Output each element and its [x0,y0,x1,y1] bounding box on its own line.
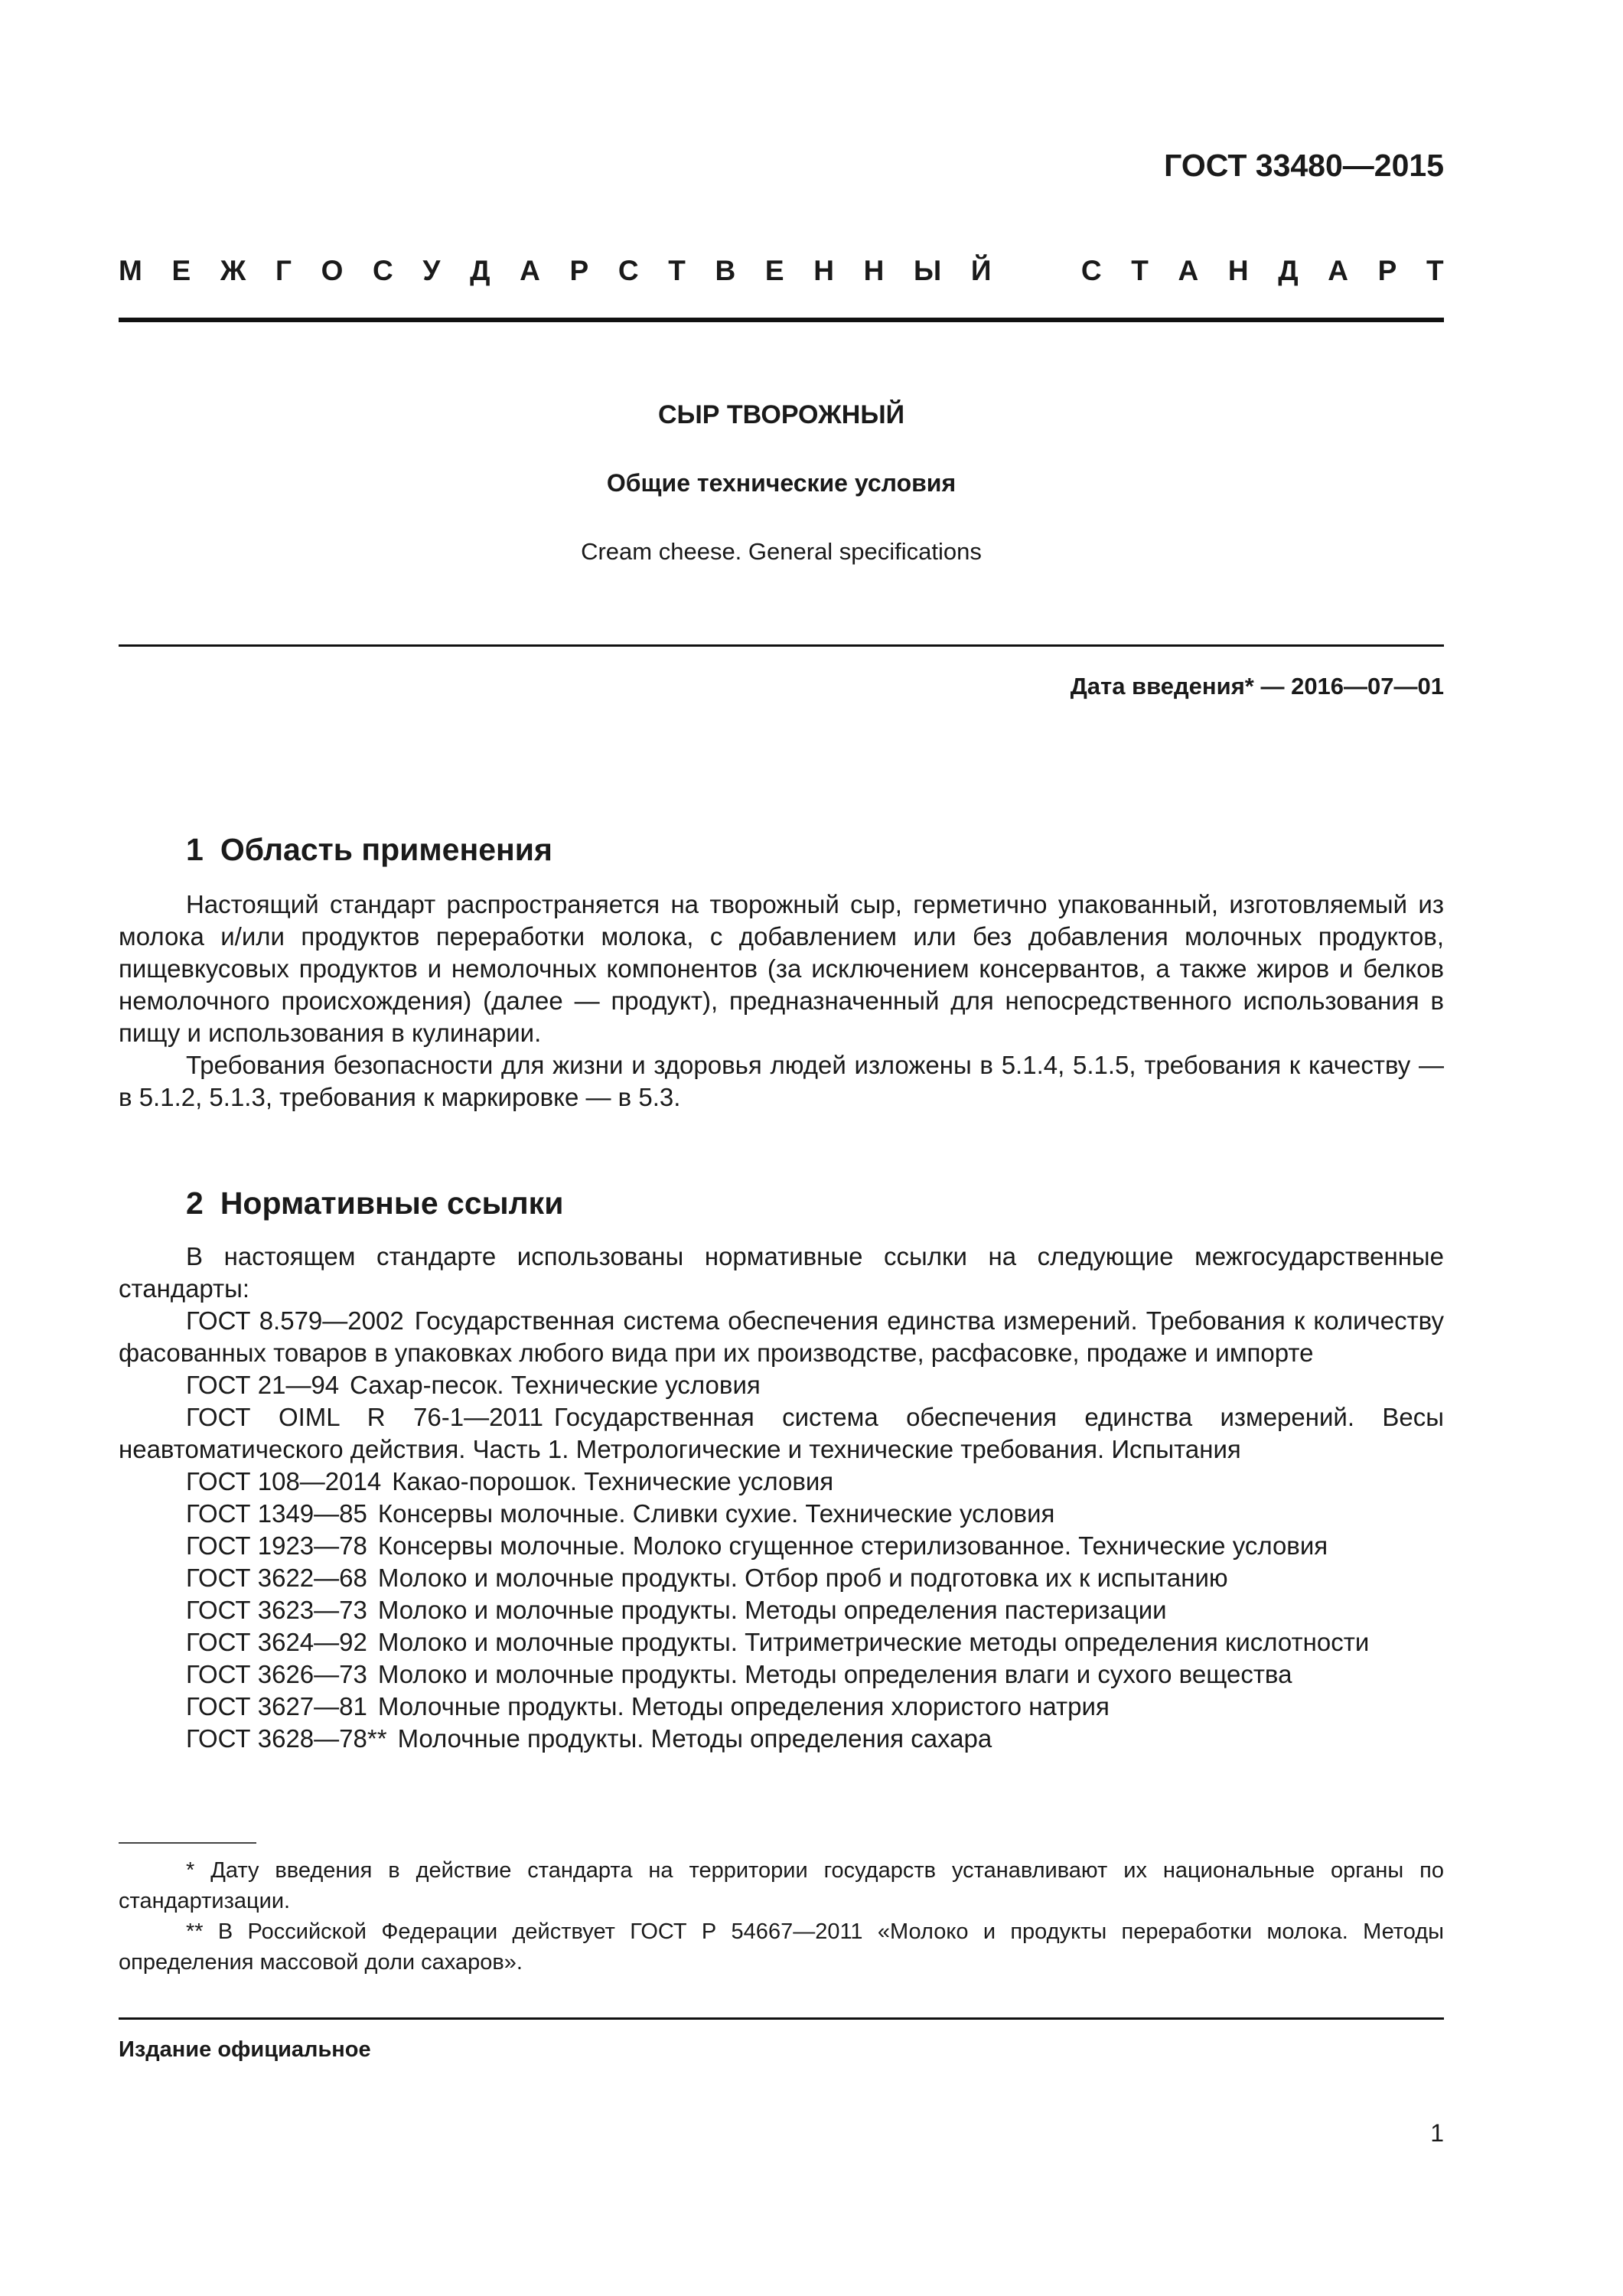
reference-item [119,1498,1444,1530]
heading-letter: Ж [220,255,246,286]
heading-letter: Н [863,255,885,286]
footnotes [119,1855,1444,1978]
section-title: Нормативные ссылки [220,1186,564,1221]
reference-item [119,1466,1444,1498]
reference-title: Молоко и молочные продукты. Методы определения пастеризации [377,1596,1167,1624]
reference-title: Молоко и молочные продукты. Титриметрические методы определения кислотности [377,1628,1370,1656]
heading-letter: Ы [914,255,942,286]
heading-letter: Е [764,255,784,286]
reference-code: ГОСТ 108—2014 [186,1467,382,1495]
normative-references-list [119,1305,1444,1755]
reference-code: ГОСТ 1923—78 [186,1531,367,1560]
section-2-body [119,1241,1444,1755]
reference-code: ГОСТ 3622—68 [186,1564,367,1592]
heading-letter: Е [171,255,191,286]
reference-code: ГОСТ 3626—73 [186,1660,367,1688]
header-rule [119,318,1444,322]
reference-code: ГОСТ 3623—73 [186,1596,367,1624]
section-title: Область применения [220,832,552,867]
paragraph: В настоящем стандарте использованы нормативные ссылки на следующие межгосударственные стандарты: [119,1242,1444,1303]
reference-code: ГОСТ 3628—78** [186,1724,387,1753]
heading-letter: Н [813,255,834,286]
reference-title: Молочные продукты. Методы определения хлористого натрия [377,1692,1110,1720]
reference-code: ГОСТ OIML R 76-1—2011 [186,1403,544,1431]
title-rule [119,644,1444,647]
footer-rule [119,2017,1444,2020]
page-number: 1 [1430,2119,1444,2147]
heading-letter: Д [1278,255,1299,286]
document-subtitle: Общие технические условия [606,469,957,497]
reference-item [119,1691,1444,1723]
footnote: * Дату введения в действие стандарта на территории государств устанавливают их национальные органы по стандартизации. [119,1858,1444,1913]
reference-title: Консервы молочные. Молоко сгущенное стерилизованное. Технические условия [377,1531,1328,1560]
heading-letter: А [520,255,540,286]
heading-letter: В [715,255,736,286]
heading-letter: О [321,255,344,286]
reference-item [119,1594,1444,1626]
reference-item [119,1401,1444,1466]
reference-code: ГОСТ 1349—85 [186,1499,367,1528]
reference-item [119,1562,1444,1594]
heading-letter: Г [275,255,292,286]
reference-code: ГОСТ 3627—81 [186,1692,367,1720]
paragraph: Настоящий стандарт распространяется на творожный сыр, герметично упакованный, изготовляемый из молока и/или продуктов переработки молока, с добавлением или без добавления молочных продуктов, пищевкусовых продуктов и немолочных компонентов (за исключением консервантов, а также жиров и белков немолочного происхождения) (далее — продукт), предназначенный для непосредственного использования в пищу и использования в кулинарии. [119,890,1444,1047]
heading-letter: Т [1426,255,1444,286]
reference-code: ГОСТ 3624—92 [186,1628,367,1656]
reference-item [119,1305,1444,1369]
heading-letter: Д [470,255,490,286]
reference-title: Молочные продукты. Методы определения сахара [397,1724,992,1753]
heading-letter: С [618,255,639,286]
reference-item [119,1626,1444,1658]
paragraph: Требования безопасности для жизни и здоровья людей изложены в 5.1.4, 5.1.5, требования к качеству — в 5.1.2, 5.1.3, требования к маркировке — в 5.3. [119,1051,1444,1111]
reference-item [119,1723,1444,1755]
heading-letter: Т [668,255,686,286]
heading-letter: Т [1131,255,1149,286]
document-title: СЫР ТВОРОЖНЫЙ [657,400,905,429]
document-type-heading [119,253,1444,289]
reference-title: Сахар-песок. Технические условия [350,1371,761,1399]
heading-letter: Н [1227,255,1249,286]
heading-letter: М [119,255,142,286]
section-number: 1 [186,832,204,867]
heading-letter: Й [970,255,992,286]
section-2-heading [186,1183,563,1223]
reference-code: ГОСТ 21—94 [186,1371,340,1399]
section-1-body [119,889,1444,1114]
heading-letter: У [422,255,441,286]
introduction-date: Дата введения* — 2016—07—01 [1070,673,1444,700]
section-number: 2 [186,1186,204,1221]
reference-item [119,1530,1444,1562]
footnote: ** В Российской Федерации действует ГОСТ Р 54667—2011 «Молоко и продукты переработки молока. Методы определения массовой доли сахаров». [119,1919,1444,1975]
heading-letter: Р [569,255,589,286]
section-1-heading [186,830,552,869]
heading-letter: С [1080,255,1102,286]
edition-label: Издание официальное [119,2037,371,2062]
reference-item [119,1658,1444,1691]
reference-title: Какао-порошок. Технические условия [392,1467,834,1495]
reference-title: Консервы молочные. Сливки сухие. Технические условия [377,1499,1055,1528]
reference-item [119,1369,1444,1401]
heading-letter: А [1178,255,1199,286]
reference-title: Государственная система обеспечения единства измерений. Требования к количеству фасованных товаров в упаковках любого вида при их производстве, расфасовке, продаже и импорте [119,1306,1444,1367]
reference-title: Государственная система обеспечения единства измерений. Весы неавтоматического действия. Часть 1. Метрологические и технические требования. Испытания [119,1403,1444,1463]
heading-letter: Р [1377,255,1397,286]
document-code: ГОСТ 33480—2015 [1164,148,1444,183]
reference-code: ГОСТ 8.579—2002 [186,1306,404,1335]
reference-title: Молоко и молочные продукты. Методы определения влаги и сухого вещества [377,1660,1292,1688]
reference-title: Молоко и молочные продукты. Отбор проб и подготовка их к испытанию [377,1564,1228,1592]
heading-letter: С [373,255,393,286]
document-title-english: Cream cheese. General specifications [581,538,982,565]
heading-letter: А [1328,255,1348,286]
footnote-separator [119,1842,256,1844]
